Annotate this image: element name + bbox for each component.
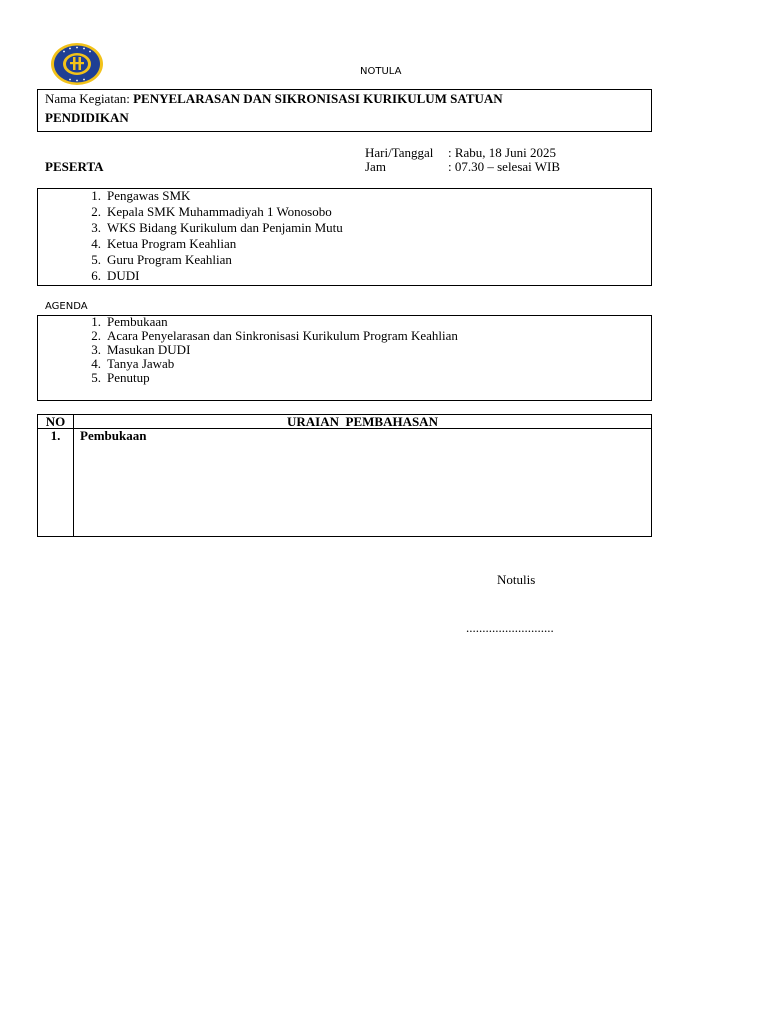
jam-value: : 07.30 – selesai WIB xyxy=(448,159,561,174)
nama-kegiatan-box xyxy=(37,89,652,132)
hari-tanggal-label: Hari/Tanggal xyxy=(365,145,434,160)
peserta-list-box: 1. Pengawas SMK 2. Kepala SMK Muhammadiyah 1 Wonosobo 3. WKS Bidang Kurikulum dan Penjamin Mutu 4. Ketua Program Keahlian 5. Guru Program Keahlian 6. DUDI xyxy=(37,188,652,286)
jam-label: Jam xyxy=(365,159,386,174)
agenda-list-box: 1. Pembukaan 2. Acara Penyelarasan dan Sinkronisasi Kurikulum Program Keahlian 3. Masukan DUDI 4. Tanya Jawab 5. Penutup xyxy=(37,315,652,401)
pembahasan-table xyxy=(37,414,652,537)
table-row xyxy=(38,429,652,537)
row-uraian: Pembukaan xyxy=(74,429,652,537)
document-title: NOTULA xyxy=(360,66,402,77)
column-header-uraian: URAIAN PEMBAHASAN xyxy=(74,415,652,429)
hari-tanggal-value: : Rabu, 18 Juni 2025 xyxy=(448,145,556,160)
peserta-heading: PESERTA xyxy=(45,159,104,174)
signature-line: ........................... xyxy=(466,620,554,635)
nama-kegiatan-value-line2: PENDIDIKAN xyxy=(45,110,129,125)
notulis-label: Notulis xyxy=(497,572,536,587)
school-logo xyxy=(50,42,104,86)
nama-kegiatan-label: Nama Kegiatan: xyxy=(45,91,130,106)
agenda-heading: AGENDA xyxy=(45,301,88,312)
column-header-no: NO xyxy=(38,415,74,429)
row-number: 1. xyxy=(38,429,74,537)
nama-kegiatan-value-line1: PENYELARASAN DAN SIKRONISASI KURIKULUM SATUAN xyxy=(133,91,503,106)
